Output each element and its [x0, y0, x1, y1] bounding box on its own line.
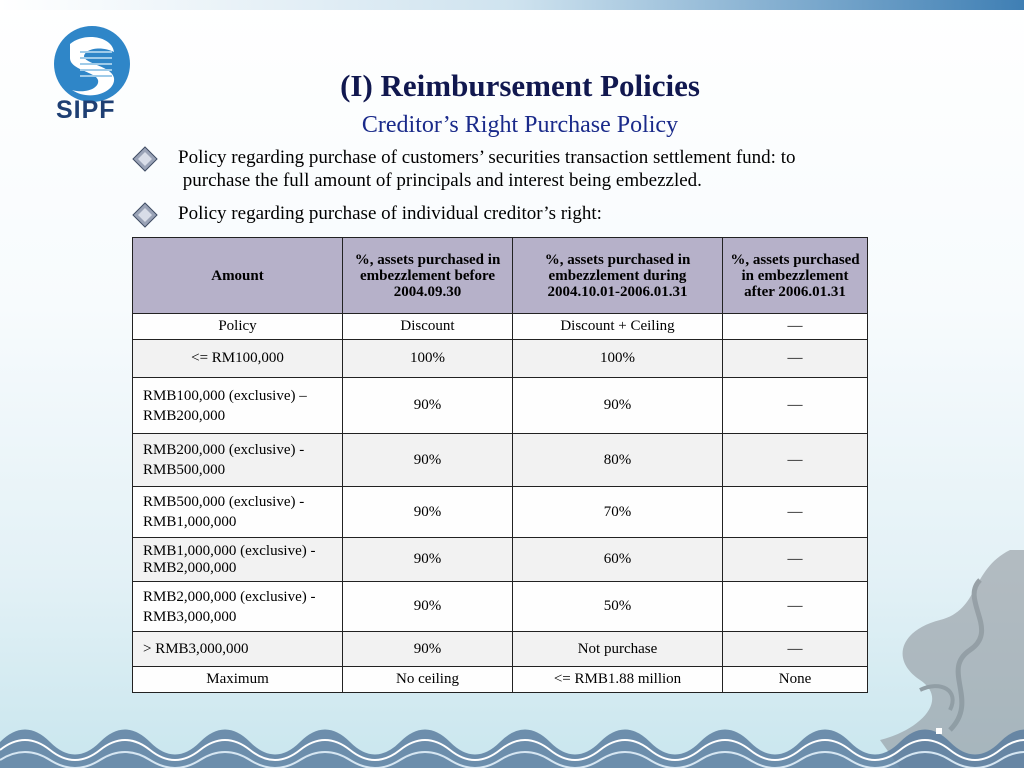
table-cell: — [723, 314, 868, 340]
table-cell: 100% [343, 340, 513, 378]
table-cell: 90% [343, 538, 513, 582]
table-cell: <= RM100,000 [133, 340, 343, 378]
page-subtitle: Creditor’s Right Purchase Policy [361, 112, 679, 138]
table-cell: RMB100,000 (exclusive) – RMB200,000 [133, 378, 343, 434]
table-row [133, 667, 868, 693]
table-cell: 80% [513, 434, 723, 487]
table-row [133, 340, 868, 378]
top-accent-bar [0, 0, 1024, 10]
diamond-bullet-icon [132, 146, 158, 172]
logo-text: SIPF [56, 96, 116, 124]
table-cell: 90% [513, 378, 723, 434]
table-cell: RMB2,000,000 (exclusive) - RMB3,000,000 [133, 582, 343, 632]
table-cell: — [723, 582, 868, 632]
table-cell: 60% [513, 538, 723, 582]
table-cell: — [723, 434, 868, 487]
table-cell: 90% [343, 434, 513, 487]
table-cell: 90% [343, 378, 513, 434]
header-cell: %, assets purchased in embezzlement before 2004.09.30 [343, 238, 513, 314]
table-cell: 90% [343, 487, 513, 538]
diamond-bullet-icon [132, 202, 158, 228]
table-cell: Policy [133, 314, 343, 340]
table-row [133, 378, 868, 434]
table-cell: 90% [343, 632, 513, 667]
table-header-row [133, 238, 868, 314]
table-cell: — [723, 538, 868, 582]
table-cell: — [723, 340, 868, 378]
header-cell: %, assets purchased in embezzlement during 2004.10.01-2006.01.31 [513, 238, 723, 314]
table-cell: — [723, 487, 868, 538]
table-cell: RMB500,000 (exclusive) - RMB1,000,000 [133, 487, 343, 538]
wave-border-icon [0, 712, 1024, 768]
table-cell: > RMB3,000,000 [133, 632, 343, 667]
bullet-text-line: purchase the full amount of principals and interest being embezzled. [178, 170, 702, 191]
table-row [133, 434, 868, 487]
bullet-text-line: Policy regarding purchase of individual creditor’s right: [178, 203, 602, 224]
table-cell: Not purchase [513, 632, 723, 667]
table-row [133, 582, 868, 632]
table-row [133, 538, 868, 582]
table-cell: <= RMB1.88 million [513, 667, 723, 693]
header-cell: Amount [133, 238, 343, 314]
table-cell: 50% [513, 582, 723, 632]
table-row [133, 632, 868, 667]
table-row [133, 314, 868, 340]
table-cell: Maximum [133, 667, 343, 693]
page-title: (I) Reimbursement Policies [340, 68, 700, 103]
table-cell: No ceiling [343, 667, 513, 693]
table-cell: 90% [343, 582, 513, 632]
table-cell: Discount + Ceiling [513, 314, 723, 340]
purchase-policy-table [132, 237, 868, 693]
table-cell: — [723, 378, 868, 434]
slide-marker [936, 728, 942, 734]
table-cell: RMB1,000,000 (exclusive) - RMB2,000,000 [133, 538, 343, 582]
bullet-text-line: Policy regarding purchase of customers’ securities transaction settlement fund: to [178, 147, 796, 168]
table-cell: — [723, 632, 868, 667]
table-cell: 70% [513, 487, 723, 538]
table-cell: Discount [343, 314, 513, 340]
header-cell: %, assets purchased in embezzlement after 2006.01.31 [723, 238, 868, 314]
table-cell: None [723, 667, 868, 693]
table-cell: 100% [513, 340, 723, 378]
table-row [133, 487, 868, 538]
table-cell: RMB200,000 (exclusive) - RMB500,000 [133, 434, 343, 487]
